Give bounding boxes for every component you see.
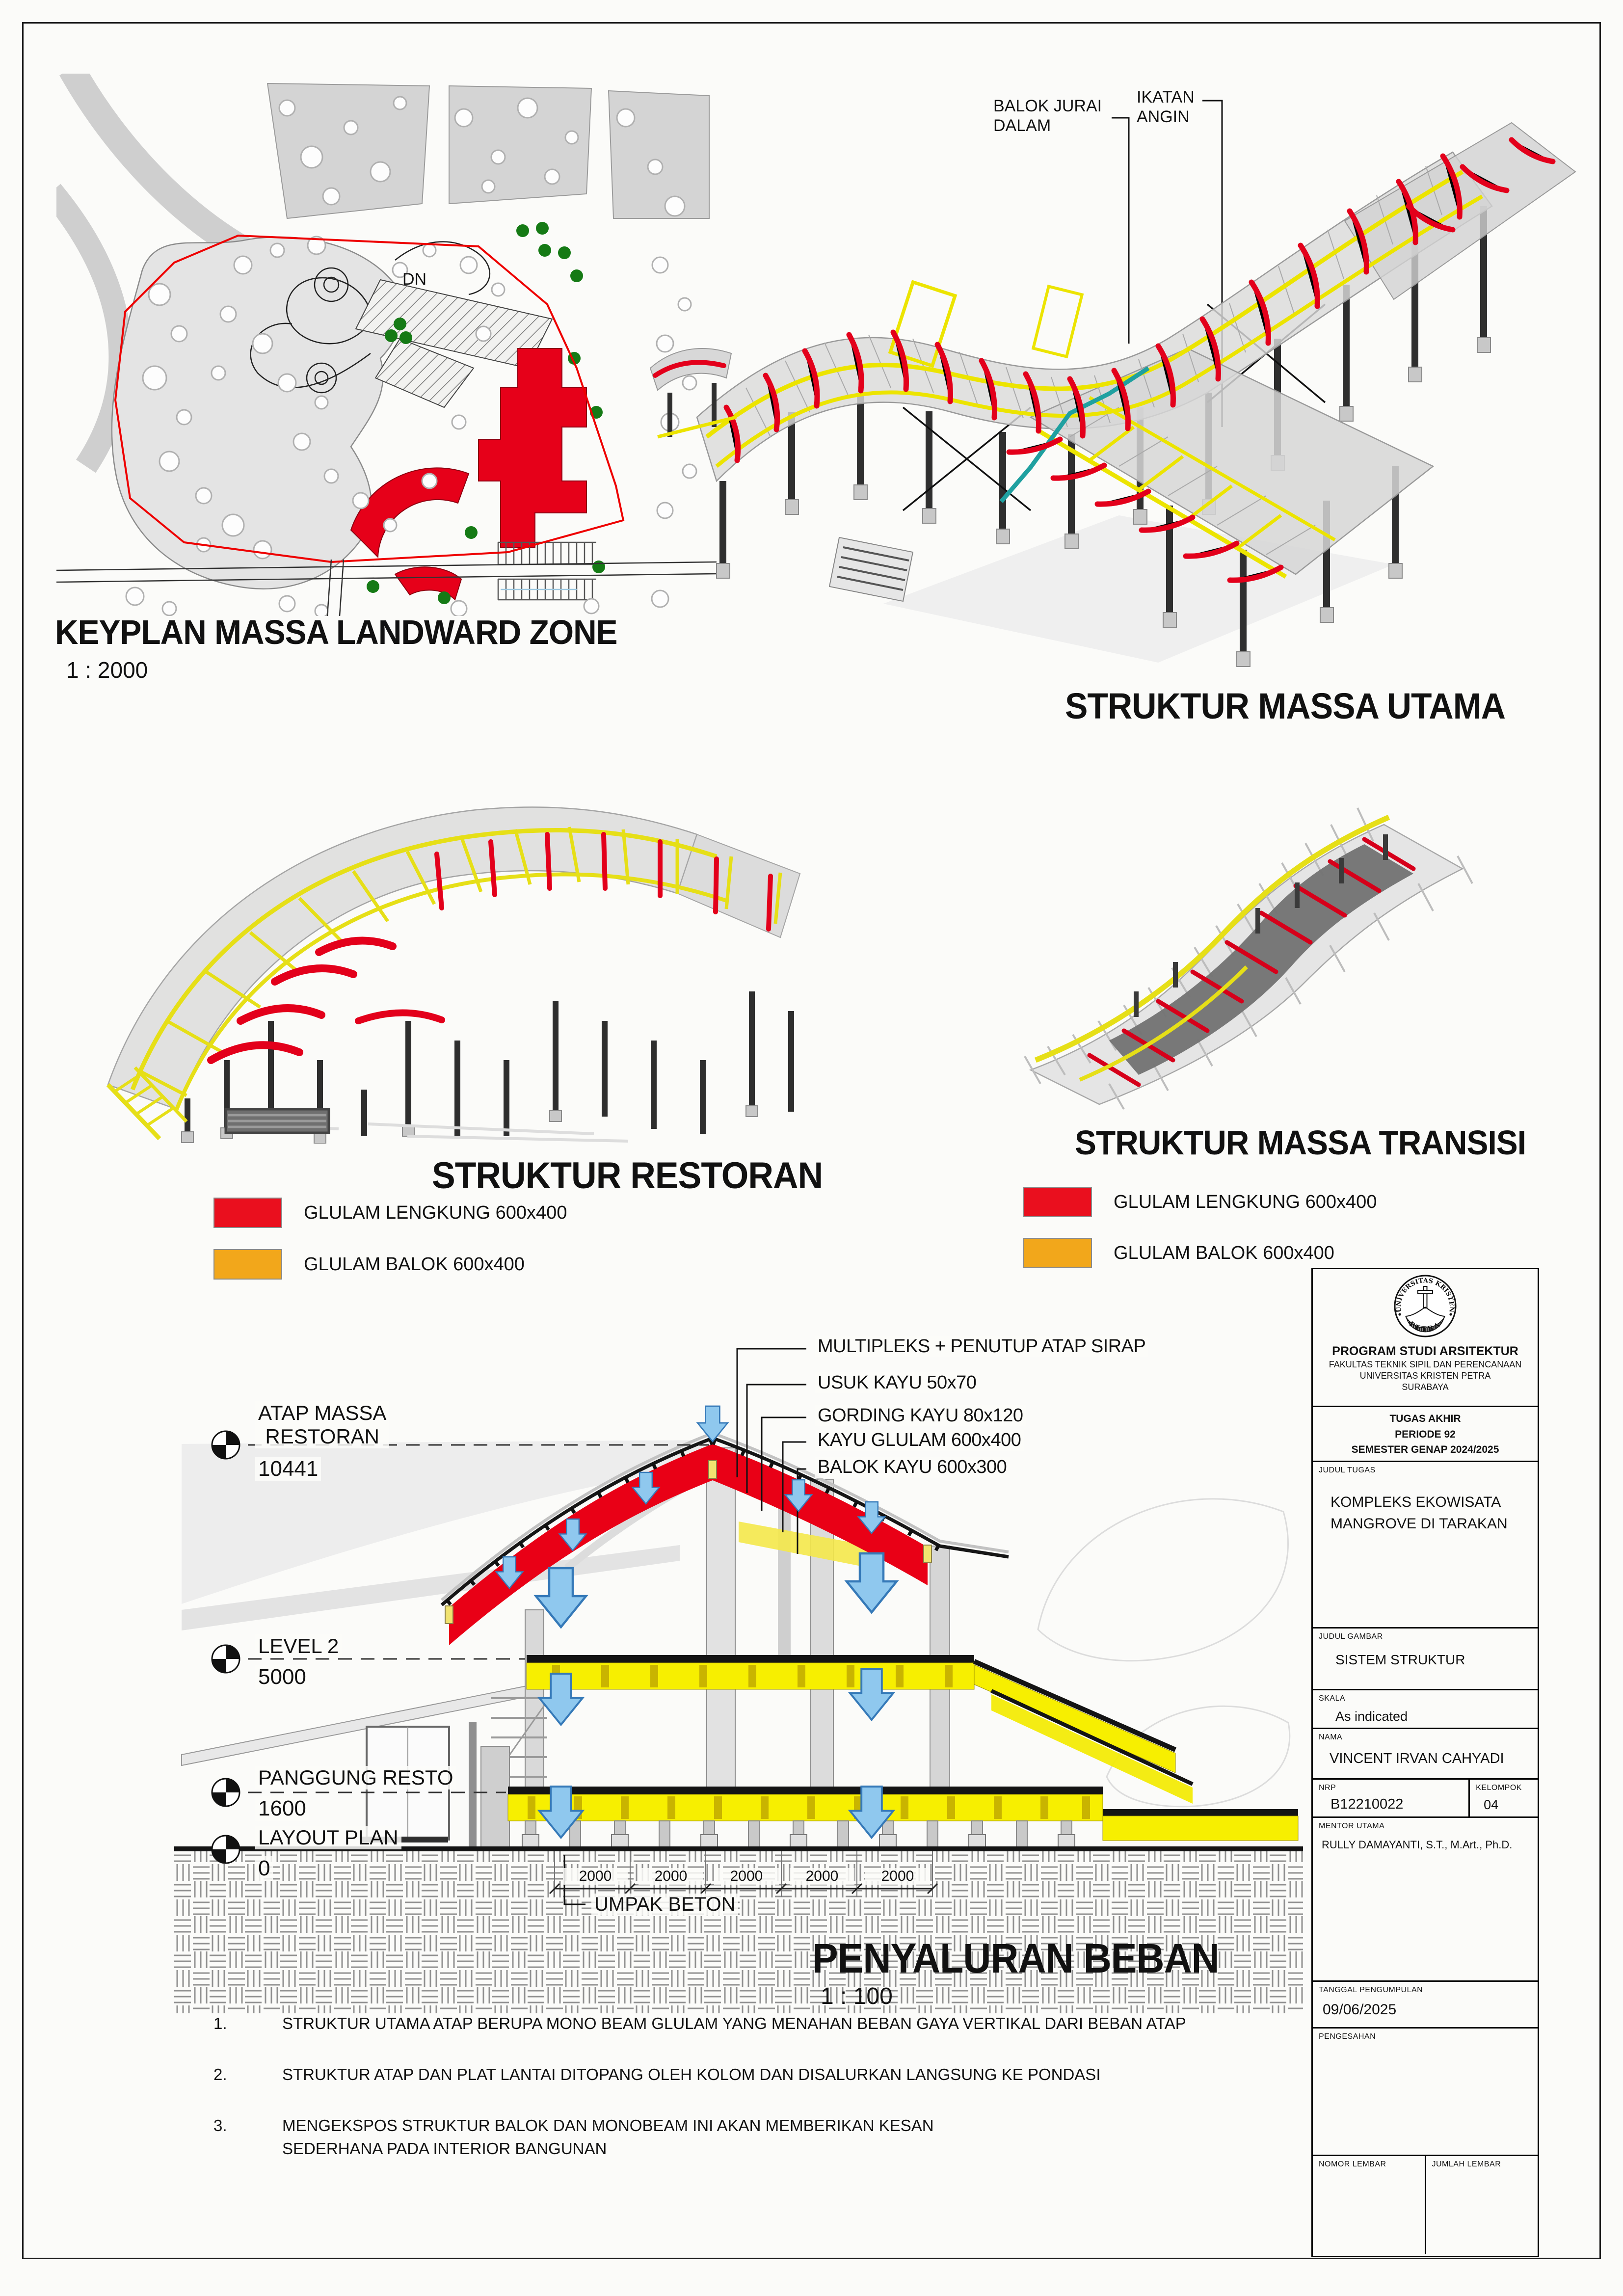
field-label: NOMOR LEMBAR bbox=[1319, 2160, 1386, 2168]
field-label: NAMA bbox=[1319, 1733, 1343, 1741]
keyplan-title: KEYPLAN MASSA LANDWARD ZONE bbox=[55, 613, 617, 651]
legend-item-balok bbox=[213, 1249, 525, 1280]
legend-swatch-red bbox=[1023, 1187, 1092, 1217]
field-label: KELOMPOK bbox=[1476, 1784, 1522, 1792]
dim-2000: 2000 bbox=[865, 1868, 930, 1885]
tb-tanggal bbox=[1313, 1982, 1538, 2029]
field-label: JUDUL GAMBAR bbox=[1319, 1632, 1383, 1641]
tb-nomor-lembar bbox=[1313, 2156, 1426, 2254]
tb-skala bbox=[1313, 1690, 1538, 1729]
org-university: UNIVERSITAS KRISTEN PETRA bbox=[1359, 1371, 1491, 1381]
drawing-title: SISTEM STRUKTUR bbox=[1335, 1652, 1465, 1667]
tb-university bbox=[1313, 1269, 1538, 1407]
section-scale: 1 : 100 bbox=[821, 1983, 893, 2009]
keyplan-buildings-red bbox=[351, 348, 586, 600]
level-value-level2: 5000 bbox=[255, 1665, 309, 1689]
section-title: PENYALURAN BEBAN bbox=[812, 1935, 1219, 1981]
legend-label: GLULAM BALOK 600x400 bbox=[304, 1254, 525, 1275]
project-title: KOMPLEKS EKOWISATA MANGROVE DI TARAKAN bbox=[1330, 1494, 1508, 1532]
wall bbox=[481, 1746, 509, 1850]
label-ikatan-angin: IKATAN ANGIN bbox=[1137, 88, 1195, 127]
org-city: SURABAYA bbox=[1402, 1382, 1449, 1392]
transisi-title: STRUKTUR MASSA TRANSISI bbox=[1075, 1123, 1526, 1162]
sloped-roof-right bbox=[974, 1661, 1193, 1804]
level-label-panggung: PANGGUNG RESTO bbox=[255, 1766, 456, 1789]
restoran-title: STRUKTUR RESTORAN bbox=[432, 1155, 823, 1197]
transisi-3d-view bbox=[962, 766, 1570, 1119]
panggung-slab bbox=[508, 1787, 1103, 1794]
student-name: VINCENT IRVAN CAHYADI bbox=[1330, 1751, 1504, 1766]
tb-mentor bbox=[1313, 1818, 1538, 1982]
post bbox=[469, 1722, 477, 1850]
legend-label: GLULAM LENGKUNG 600x400 bbox=[1114, 1191, 1377, 1212]
note-1: 1. STRUKTUR UTAMA ATAP BERUPA MONO BEAM GLULAM YANG MENAHAN BEBAN GAYA VERTIKAL DARI BEBAN ATAP bbox=[213, 2014, 1186, 2032]
tb-judul-gambar bbox=[1313, 1629, 1538, 1690]
legend-swatch-red bbox=[213, 1198, 282, 1228]
note-2: 2. STRUKTUR ATAP DAN PLAT LANTAI DITOPANG OLEH KOLOM DAN DISALURKAN LANGSUNG KE PONDASI bbox=[213, 2065, 1101, 2084]
massa-utama-3d-view bbox=[628, 93, 1605, 677]
legend-item-lengkung bbox=[213, 1198, 567, 1228]
level-value-layout: 0 bbox=[255, 1856, 273, 1881]
field-label: NRP bbox=[1319, 1784, 1336, 1792]
restoran-3d-view bbox=[64, 746, 839, 1144]
notes-list bbox=[211, 2012, 1266, 2189]
road bbox=[71, 74, 263, 260]
umpak-beton-label: UMPAK BETON bbox=[591, 1894, 738, 1916]
field-label: TANGGAL PENGUMPULAN bbox=[1319, 1986, 1423, 1994]
field-label: JUDUL TUGAS bbox=[1319, 1466, 1376, 1474]
tb-jumlah-lembar bbox=[1426, 2156, 1538, 2254]
label-balok-jurai: BALOK JURAI DALAM bbox=[993, 97, 1102, 135]
note-3: 3. MENGEKSPOS STRUKTUR BALOK DAN MONOBEAM INI AKAN MEMBERIKAN KESAN SEDERHANA PADA INTERIOR BANGUNAN bbox=[213, 2116, 934, 2158]
title-block bbox=[1311, 1268, 1539, 2257]
dn-label: DN bbox=[402, 270, 427, 289]
stage-deck bbox=[226, 1109, 329, 1133]
legend-label: GLULAM BALOK 600x400 bbox=[1114, 1242, 1334, 1263]
field-label: JUMLAH LEMBAR bbox=[1432, 2160, 1501, 2168]
tanggal-value: 09/06/2025 bbox=[1323, 2002, 1397, 2018]
tb-judul-tugas bbox=[1313, 1462, 1538, 1629]
level-value-atap: 10441 bbox=[255, 1457, 321, 1481]
keyplan-scale: 1 : 2000 bbox=[66, 657, 148, 683]
field-label: MENTOR UTAMA bbox=[1319, 1822, 1385, 1830]
right-deck-slab bbox=[1103, 1809, 1298, 1816]
keyplan-site-plan bbox=[56, 74, 717, 616]
tb-nrp-kelompok bbox=[1313, 1780, 1538, 1818]
org-program: PROGRAM STUDI ARSITEKTUR bbox=[1332, 1344, 1518, 1358]
level-label-layout: LAYOUT PLAN bbox=[255, 1826, 401, 1849]
level2-slab bbox=[527, 1655, 974, 1663]
mentor-name: RULLY DAMAYANTI, S.T., M.Art., Ph.D. bbox=[1322, 1839, 1513, 1851]
assignment-line2: PERIODE 92 bbox=[1395, 1428, 1456, 1440]
kelompok-value: 04 bbox=[1484, 1797, 1499, 1812]
bg-outline-blob bbox=[1038, 1499, 1288, 1661]
scale-value: As indicated bbox=[1335, 1709, 1408, 1724]
legend-label: GLULAM LENGKUNG 600x400 bbox=[304, 1202, 567, 1223]
dim-2000: 2000 bbox=[639, 1868, 703, 1885]
road bbox=[56, 191, 120, 466]
tb-lembar bbox=[1313, 2156, 1538, 2254]
panggung-yellow-beam bbox=[508, 1794, 1103, 1821]
sub-posts bbox=[522, 1821, 1075, 1848]
tb-pengesahan bbox=[1313, 2029, 1538, 2156]
svg-text:PETRA: PETRA bbox=[1407, 1320, 1443, 1334]
tb-kelompok bbox=[1470, 1780, 1538, 1816]
callout-multipleks: MULTIPLEKS + PENUTUP ATAP SIRAP bbox=[815, 1336, 1148, 1357]
tb-assignment bbox=[1313, 1407, 1538, 1462]
svg-text:UNIVERSITAS KRISTEN: UNIVERSITAS KRISTEN bbox=[1395, 1277, 1456, 1313]
dim-2000: 2000 bbox=[714, 1868, 779, 1885]
assignment-line1: TUGAS AKHIR bbox=[1389, 1413, 1461, 1424]
callout-usuk: USUK KAYU 50x70 bbox=[815, 1372, 979, 1393]
field-label: SKALA bbox=[1319, 1694, 1346, 1703]
stair-ramp bbox=[829, 537, 913, 601]
tb-nrp bbox=[1313, 1780, 1470, 1816]
petra-university-logo-icon bbox=[1392, 1273, 1458, 1339]
tb-nama bbox=[1313, 1729, 1538, 1780]
callout-balok: BALOK KAYU 600x300 bbox=[815, 1457, 1010, 1478]
right-deck-yellow bbox=[1103, 1816, 1298, 1841]
legend-swatch-orange bbox=[213, 1249, 282, 1280]
legend-swatch-orange bbox=[1023, 1238, 1092, 1268]
legend-item-lengkung-2 bbox=[1023, 1187, 1377, 1217]
level-value-panggung: 1600 bbox=[255, 1796, 309, 1821]
massa-utama-title: STRUKTUR MASSA UTAMA bbox=[1065, 686, 1505, 726]
assignment-line3: SEMESTER GENAP 2024/2025 bbox=[1351, 1444, 1499, 1455]
callout-glulam: KAYU GLULAM 600x400 bbox=[815, 1430, 1024, 1451]
dim-2000: 2000 bbox=[790, 1868, 854, 1885]
org-faculty: FAKULTAS TEKNIK SIPIL DAN PERENCANAAN bbox=[1329, 1360, 1522, 1369]
field-label: PENGESAHAN bbox=[1319, 2032, 1376, 2041]
legend-item-balok-2 bbox=[1023, 1238, 1334, 1268]
callout-gording: GORDING KAYU 80x120 bbox=[815, 1405, 1026, 1426]
street-lines bbox=[56, 560, 717, 616]
nrp-value: B12210022 bbox=[1330, 1796, 1404, 1812]
level-label-level2: LEVEL 2 bbox=[255, 1634, 342, 1658]
level-label-atap: ATAP MASSA RESTORAN bbox=[255, 1401, 389, 1448]
dim-2000: 2000 bbox=[563, 1868, 628, 1885]
